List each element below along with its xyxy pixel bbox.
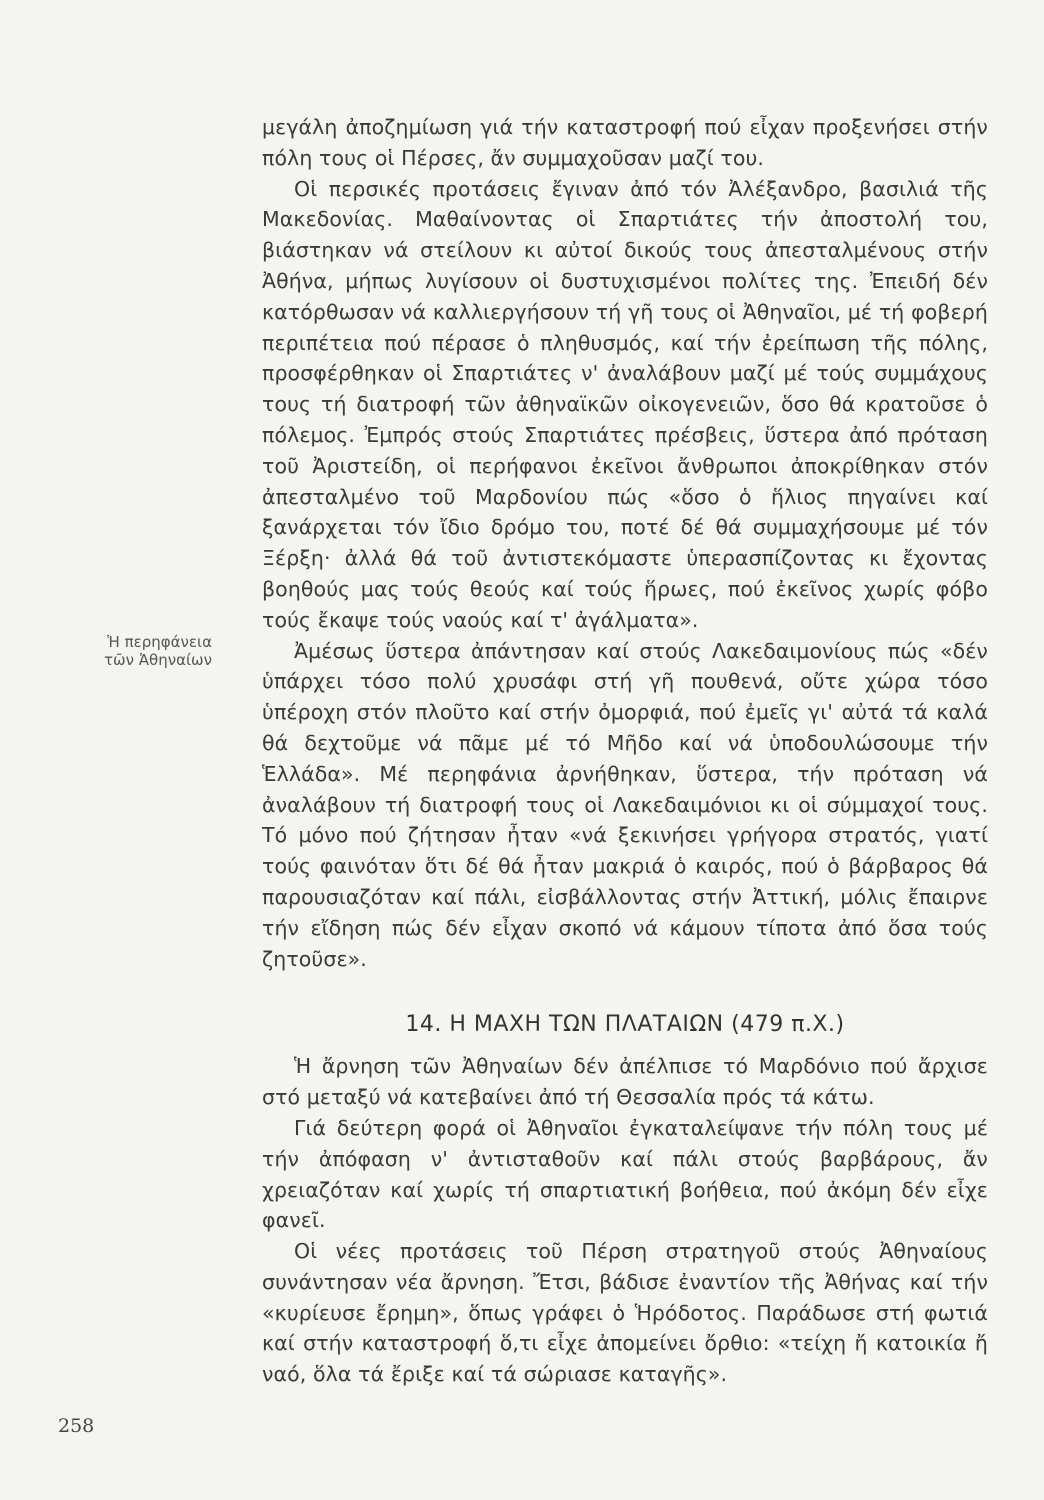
paragraph-6: Οἱ νέες προτάσεις τοῦ Πέρση στρατηγοῦ στούς Ἀθηναίους συνάντησαν νέα ἄρνηση. Ἔτσι, βάδισε ἐναντίον τῆς Ἀθήνας καί τήν «κυρίευσε ἔρημη», ὅπως γράφει ὁ Ἡρόδοτος. Παράδωσε στή φωτιά καί στήν καταστροφή ὅ,τι εἶχε ἀπομείνει ὄρθιο: «τείχη ἤ κατοικία ἤ ναό, ὅλα τά ἔριξε καί τά σώριασε καταγῆς».	[262, 1239, 988, 1387]
section-heading: 14. Η ΜΑΧΗ ΤΩΝ ΠΛΑΤΑΙΩΝ (479 π.Χ.)	[405, 1012, 845, 1038]
paragraph-2: Οἱ περσικές προτάσεις ἔγιναν ἀπό τόν Ἀλέξανδρο, βασιλιά τῆς Μακεδονίας. Μαθαίνοντας οἱ Σπαρτιάτες τήν ἀποστολή του, βιάστηκαν νά στείλουν κι αὐτοί δικούς τους ἀπεσταλμένους στήν Ἀθήνα, μήπως λυγίσουν οἱ δυστυχισμένοι πολίτες της. Ἐπειδή δέν κατόρθωσαν νά καλλιεργήσουν τή γῆ τους οἱ Ἀθηναῖοι, μέ τή φοβερή περιπέτεια πού πέρασε ὁ πληθυσμός, καί τήν ἐρείπωση τῆς πόλης, προσφέρθηκαν οἱ Σπαρτιάτες ν' ἀναλάβουν μαζί μέ τούς συμμάχους τους τή διατροφή τῶν ἀθηναϊκῶν οἰκογενειῶν, ὅσο θά κρατοῦσε ὁ πόλεμος. Ἐμπρός στούς Σπαρτιάτες πρέσβεις, ὕστερα ἀπό πρόταση τοῦ Ἀριστείδη, οἱ περήφανοι ἐκεῖνοι ἄνθρωποι ἀποκρίθηκαν στόν ἀπεσταλμένο τοῦ Μαρδονίου πώς «ὅσο ὁ ἥλιος πηγαίνει καί ξανάρχεται τόν ἴδιο δρόμο του, ποτέ δέ θά συμμαχήσουμε μέ τόν Ξέρξη· ἀλλά θά τοῦ ἀντιστεκόμαστε ὑπερασπίζοντας κι ἔχοντας βοηθούς μας τούς θεούς καί τούς ἥρωες, πού ἐκεῖνος χωρίς φόβο τούς ἔκαψε τούς ναούς καί τ' ἀγάλματα».	[262, 176, 988, 632]
paragraph-3: Ἀμέσως ὕστερα ἀπάντησαν καί στούς Λακεδαιμονίους πώς «δέν ὑπάρχει τόσο πολύ χρυσάφι στή γῆ πουθενά, οὔτε χώρα τόσο ὑπέροχη στόν πλοῦτο καί στήν ὀμορφιά, πού ἐμεῖς γι' αὐτά τά καλά θά δεχτοῦμε νά πᾶμε μέ τό Μῆδο καί νά ὑποδουλώσουμε τήν Ἑλλάδα». Μέ περηφάνια ἀρνήθηκαν, ὕστερα, τήν πρόταση νά ἀναλάβουν τή διατροφή τους οἱ Λακεδαιμόνιοι κι οἱ σύμμαχοί τους. Τό μόνο πού ζήτησαν ἦταν «νά ξεκινήσει γρήγορα στρατός, γιατί τούς φαινόταν ὅτι δέ θά ἦταν μακριά ὁ καιρός, πού ὁ βάρβαρος θά παρουσιαζόταν καί πάλι, εἰσβάλλοντας στήν Ἀττική, μόλις ἔπαιρνε τήν εἴδηση πώς δέν εἶχαν σκοπό νά κάμουν τίποτα ἀπό ὅσα τούς ζητοῦσε».	[262, 638, 988, 971]
margin-note-line-2: τῶν Ἀθηναίων	[104, 651, 212, 669]
paragraph-4: Ἡ ἄρνηση τῶν Ἀθηναίων δέν ἀπέλπισε τό Μαρδόνιο πού ἄρχισε στό μεταξύ νά κατεβαίνει ἀπό τή Θεσσαλία πρός τά κάτω.	[262, 1054, 988, 1110]
page-number: 258	[58, 1415, 95, 1437]
margin-note	[78, 633, 212, 669]
bottom-text-block	[262, 1051, 988, 1390]
paragraph-1: μεγάλη ἀποζημίωση γιά τήν καταστροφή πού εἶχαν προξενήσει στήν πόλη τους οἱ Πέρσες, ἄν συμμαχοῦσαν μαζί του.	[262, 115, 988, 170]
main-text-column	[262, 112, 988, 1390]
paragraph-5: Γιά δεύτερη φορά οἱ Ἀθηναῖοι ἐγκαταλείψανε τήν πόλη τους μέ τήν ἀπόφαση ν' ἀντισταθοῦν καί πάλι στούς βαρβάρους, ἄν χρειαζόταν καί χωρίς τή σπαρτιατική βοήθεια, πού ἀκόμη δέν εἶχε φανεῖ.	[262, 1115, 988, 1233]
top-text-block	[262, 112, 988, 974]
margin-note-line-1: Ἡ περηφάνεια	[107, 633, 212, 651]
